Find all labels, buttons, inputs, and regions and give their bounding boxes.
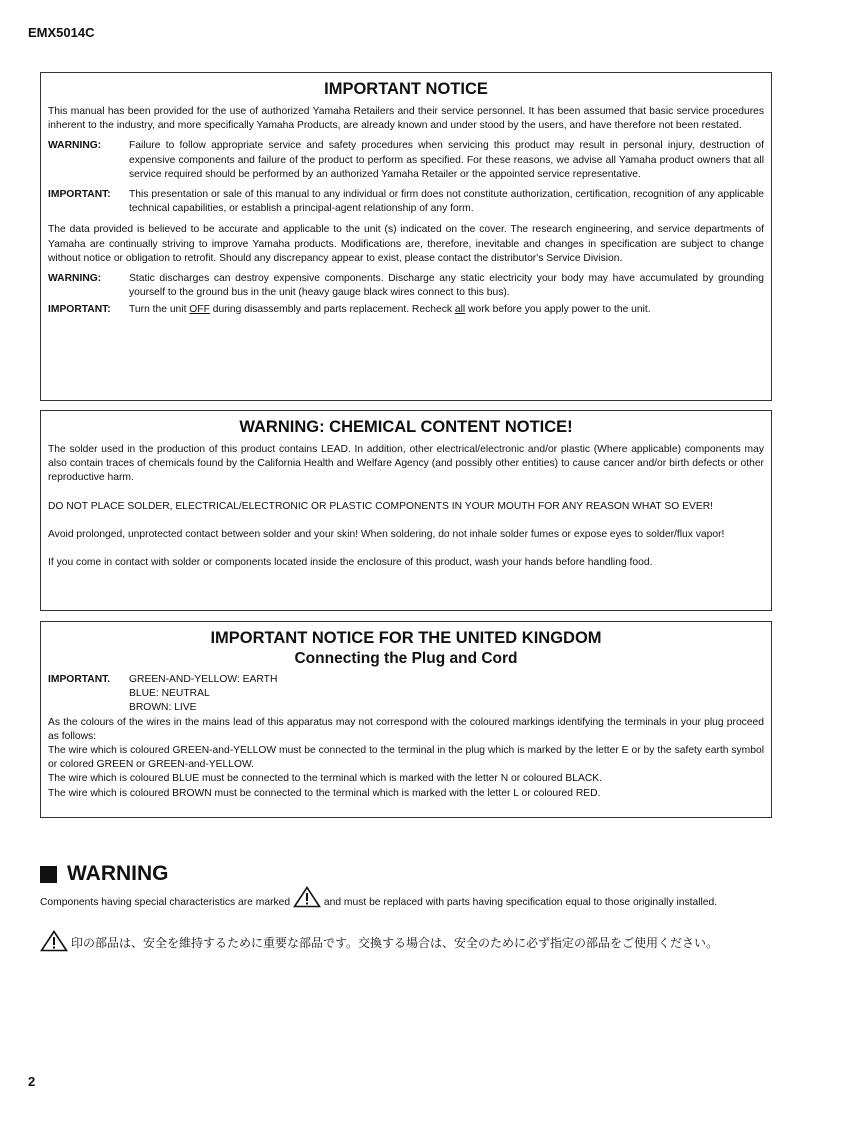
notice-important-row — [48, 188, 764, 216]
uk-paragraph-2: The wire which is coloured GREEN-and-YELLOW must be connected to the terminal in the plug which is marked by the letter E or by the safety earth symbol or colored GREEN or GREEN-and-YELLOW. — [48, 745, 764, 771]
static-warning-text: Static discharges can destroy expensive components. Discharge any static electricity your body may have accumulated by grounding yourself to the ground bus in the unit (heavy gauge black wires connect to this bus). — [129, 273, 764, 299]
uk-paragraph-3: The wire which is coloured BLUE must be connected to the terminal which is marked with the letter N or coloured BLACK. — [48, 773, 602, 785]
uk-important-label: IMPORTANT. — [48, 674, 111, 685]
text-part: and must be replaced with parts having specification equal to those originally installed. — [323, 897, 718, 908]
warning-label: WARNING: — [48, 140, 102, 152]
earth-line: GREEN-AND-YELLOW: EARTH — [129, 674, 278, 685]
important-label-2: IMPORTANT: — [48, 304, 111, 316]
uk-subtitle: Connecting the Plug and Cord — [294, 650, 518, 667]
important-text: This presentation or sale of this manual to any individual or firm does not constitute authorization, certification, recognition of any applicable technical capabilities, or establish a principal-agent relationship of any form. — [129, 189, 764, 215]
data-paragraph: The data provided is believed to be accurate and applicable to the unit (s) indicated on the cover. The research engineering, and service departments of Yamaha are continually striving to improve Yamaha products. Modifications are, therefore, inevitable and changes in specification are subject to change without notice or obligation to retrofit. Should any discrepancy appear to exist, please contact the distributor's Service Division. — [48, 224, 764, 264]
chemical-title: WARNING: CHEMICAL CONTENT NOTICE! — [239, 418, 573, 436]
uk-color-list — [129, 673, 764, 716]
text-part: Components having special characteristics are marked — [40, 897, 291, 908]
uk-paragraph-4: The wire which is coloured BROWN must be connected to the terminal which is marked with the letter L or coloured RED. — [48, 787, 601, 799]
warning-text: Failure to follow appropriate service and safety procedures when servicing this product may result in personal injury, destruction of expensive components and failure of the product to perform as specified. For these reasons, we advise all Yamaha product owners that all service required should be performed by an authorized Yamaha Retailer or the appointed service representative. — [129, 140, 764, 180]
chemical-notice-box — [40, 410, 772, 611]
japanese-text: 印の部品は、安全を維持するために重要な部品です。交換する場合は、安全のために必ず指定の部品をご使用ください。 — [71, 936, 719, 950]
japanese-warning — [40, 930, 718, 955]
page-number: 2 — [28, 1074, 36, 1089]
chemical-paragraph-1: The solder used in the production of this product contains LEAD. In addition, other electrical/electronic and/or plastic (Where applicable) components may also contain traces of chemicals found by the California Health and Welfare Agency (and possibly other entities) to cause cancer and/or birth defects or other reproductive harm. — [48, 444, 764, 484]
bullet-square-icon — [40, 866, 57, 883]
uk-paragraph-1: As the colours of the wires in the mains lead of this apparatus may not correspond with the coloured markings identifying the terminals in your plug proceed as follows: — [48, 716, 764, 742]
neutral-line: BLUE: NEUTRAL — [129, 688, 210, 700]
chemical-paragraph-4: If you come in contact with solder or components located inside the enclosure of this product, wash your hands before handling food. — [48, 557, 653, 569]
text-part: Turn the unit — [129, 304, 190, 316]
warning-title: WARNING — [67, 862, 169, 885]
notice-title: IMPORTANT NOTICE — [324, 80, 488, 98]
uk-title: IMPORTANT NOTICE FOR THE UNITED KINGDOM — [210, 629, 602, 647]
power-important-text — [129, 303, 764, 317]
uk-notice-box — [40, 621, 772, 818]
model-number: EMX5014C — [28, 25, 95, 40]
components-warning-text — [40, 886, 773, 913]
static-warning-row — [48, 272, 764, 300]
warning-triangle-icon — [40, 930, 68, 955]
uk-important-row — [48, 673, 764, 716]
notice-warning-row — [48, 139, 764, 182]
live-line: BROWN: LIVE — [129, 702, 197, 714]
warning-heading — [40, 862, 169, 886]
important-label: IMPORTANT: — [48, 189, 111, 201]
text-part: work before you apply power to the unit. — [465, 304, 651, 316]
off-emphasis: OFF — [189, 304, 210, 316]
warning-triangle-icon — [293, 886, 321, 913]
chemical-paragraph-2: DO NOT PLACE SOLDER, ELECTRICAL/ELECTRONIC OR PLASTIC COMPONENTS IN YOUR MOUTH FOR ANY REASON WHAT SO EVER! — [48, 500, 714, 512]
power-important-row — [48, 303, 764, 317]
important-notice-box — [40, 72, 772, 401]
text-part: during disassembly and parts replacement. Recheck — [209, 304, 455, 316]
chemical-paragraph-3: Avoid prolonged, unprotected contact between solder and your skin! When soldering, do not inhale solder fumes or expose eyes to solder/flux vapor! — [48, 528, 725, 540]
warning-label-2: WARNING: — [48, 273, 102, 285]
all-emphasis: all — [454, 304, 466, 316]
notice-intro: This manual has been provided for the use of authorized Yamaha Retailers and their service personnel. It has been assumed that basic service procedures inherent to the industry, and more specifically Yamaha Products, are already known and under stood by the users, and have therefore not been restated. — [48, 106, 764, 132]
